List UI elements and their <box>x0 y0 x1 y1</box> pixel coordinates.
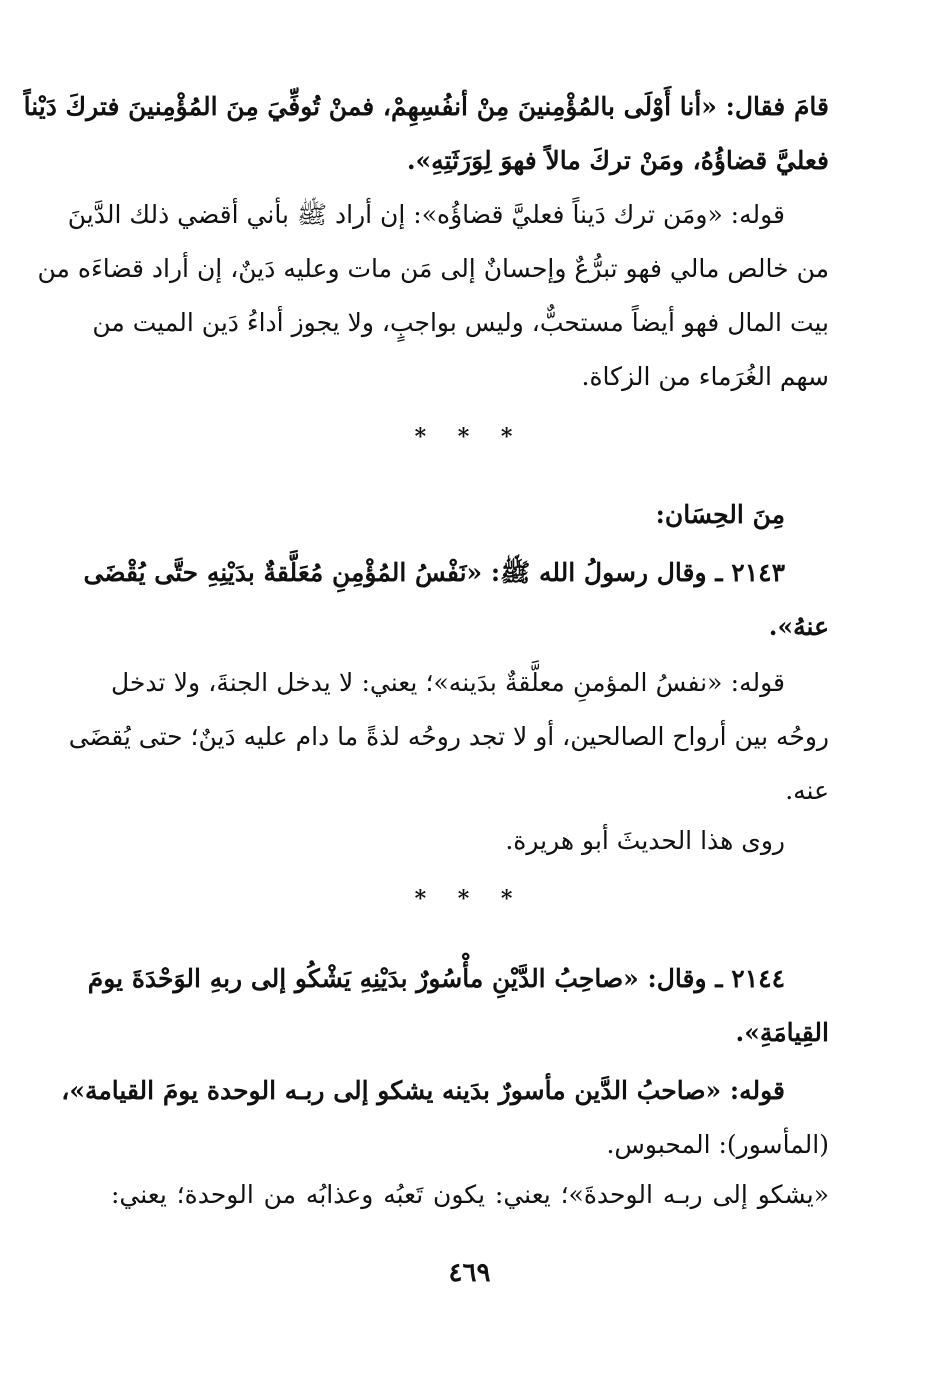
text-line: روحُه بين أرواح الصالحين، أو لا تجد روحُه لذةً ما دام عليه دَينٌ؛ حتى يُقضَى <box>68 722 829 751</box>
text-line: ٢١٤٤ ـ وقال: «صاحِبُ الدَّيْنِ مأْسُورٌ بدَيْنِهِ يَشْكُو إلى ربهِ الوَحْدَةَ يومَ <box>87 964 785 993</box>
section-heading-text: مِنَ الحِسَان: <box>655 500 785 529</box>
hadith-continuation <box>23 80 829 188</box>
text-line: عنه. <box>785 776 829 805</box>
text-line: بيت المال فهو أيضاً مستحبٌّ، وليس بواجبٍ، ولا يجوز أداءُ دَين الميت من <box>92 308 829 337</box>
text-line: ٢١٤٣ ـ وقال رسولُ الله ﷺ: «نَفْسُ المُؤْمِنِ مُعَلَّقةٌ بدَيْنِهِ حتَّى يُقْضَى <box>83 558 785 587</box>
text-line: فعليَّ قضاؤُهُ، ومَنْ تركَ مالاً فهوَ لِوَرَثَتِهِ». <box>406 146 829 175</box>
text-line: من خالص مالي فهو تبرُّعٌ وإحسانٌ إلى مَن مات وعليه دَينٌ، إن أراد قضاءَه من <box>37 254 829 283</box>
narrator-note <box>111 814 829 868</box>
text-line: روى هذا الحديثَ أبو هريرة. <box>505 826 785 855</box>
text-line: قامَ فقال: «أنا أَوْلَى بالمُؤْمِنينَ مِنْ أنفُسِهِمْ، فمنْ تُوفِّيَ مِنَ المُؤْمِنينَ فتركَ دَيْناً <box>23 92 829 121</box>
text-line: عنهُ». <box>768 612 829 641</box>
text-line: قوله: «ومَن ترك دَيناً فعليَّ قضاؤُه»: إن أراد ﷺ بأني أقضي ذلك الدَّينَ <box>67 200 785 229</box>
text-line: (المأسور): المحبوس. <box>606 1130 829 1159</box>
commentary-paragraph <box>37 188 829 404</box>
section-separator: * * * <box>414 424 525 450</box>
text-line: سهم الغُرَماء من الزكاة. <box>581 362 829 391</box>
text-line: القِيامَةِ». <box>735 1018 829 1047</box>
section-heading <box>111 488 829 542</box>
text-line: قوله: «نفسُ المؤمنِ معلَّقةٌ بدَينه»؛ يعني: لا يدخل الجنةَ، ولا تدخل <box>111 668 785 697</box>
section-separator: * * * <box>414 886 525 912</box>
text-line: قوله: «صاحبُ الدَّين مأسورٌ بدَينه يشكو إلى ربـه الوحدة يومَ القيامة»، <box>61 1076 785 1105</box>
hadith-2143 <box>83 546 829 654</box>
commentary-paragraph <box>68 656 829 818</box>
text-line: «يشكو إلى ربـه الوحدةَ»؛ يعني: يكون تَعبُه وعذابُه من الوحدة؛ يعني: <box>111 1180 829 1209</box>
hadith-2144 <box>87 952 829 1060</box>
commentary-paragraph <box>111 1168 829 1222</box>
page-number: ٤٦٩ <box>448 1258 491 1288</box>
commentary-paragraph <box>61 1064 829 1172</box>
